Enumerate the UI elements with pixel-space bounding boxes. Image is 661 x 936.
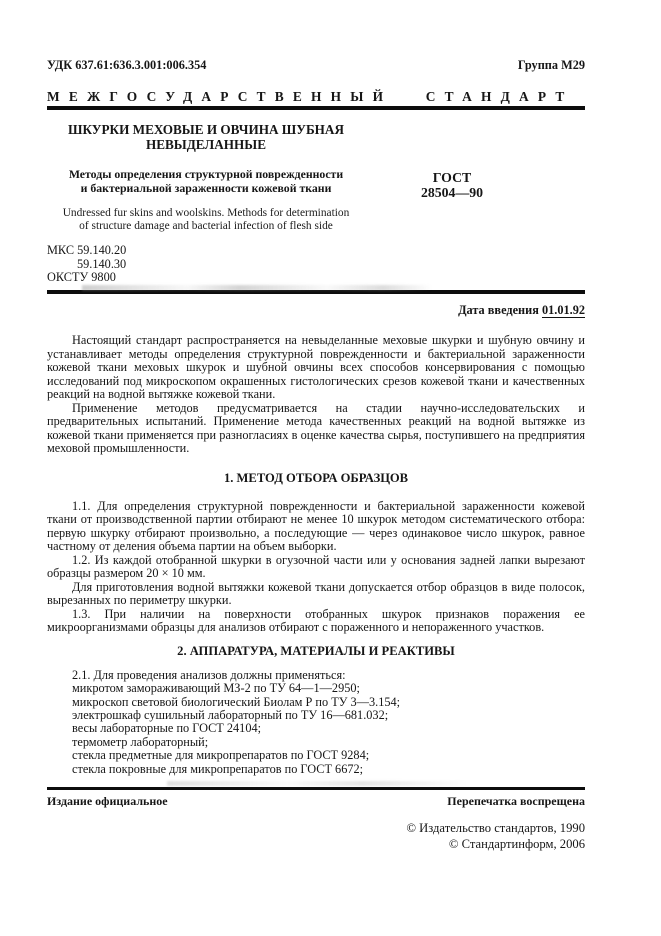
- footer-rule: [47, 787, 585, 790]
- mks-code-line2: 59.140.30: [77, 256, 127, 271]
- okstu-code: ОКСТУ 9800: [47, 270, 116, 284]
- document-title-en-line2: of structure damage and bacterial infection of flesh side: [79, 220, 333, 233]
- title-left-column: [47, 123, 365, 233]
- title-block: [47, 123, 585, 233]
- equipment-item: стекла предметные для микропрепаратов по ГОСТ 9284;: [72, 748, 370, 763]
- copyright-line: © Издательство стандартов, 1990: [406, 821, 585, 836]
- document-title-en: [47, 207, 365, 233]
- effective-date-label: Дата введения: [458, 303, 539, 318]
- document-title-line1: ШКУРКИ МЕХОВЫЕ И ОВЧИНА ШУБНАЯ: [68, 122, 344, 137]
- reprint-prohibited-label: Перепечатка воспрещена: [447, 794, 585, 809]
- equipment-item: электрошкаф сушильный лабораторный по ТУ 16—681.032;: [72, 708, 389, 723]
- header-rule: [47, 106, 585, 110]
- document-subtitle-line2: и бактериальной зараженности кожевой ткани: [80, 180, 332, 195]
- equipment-list: [47, 669, 585, 776]
- clause-1-3: 1.3. При наличии на поверхности отобранных шкурок признаков поражения ее микроорганизмами образцы для анализов отбирают с пораженного и непораженного участков.: [47, 606, 585, 635]
- standard-designation-prefix: ГОСТ: [432, 170, 472, 185]
- document-title-ru: [47, 123, 365, 152]
- mid-rule: [47, 290, 585, 294]
- intro-paragraph: Настоящий стандарт распространяется на невыделанные меховые шкурки и шубную овчину и устанавливает методы определения структурной поврежденности и бактериальной зараженности кожевой ткани меховых шкурок и шубной овчины всех способов консервирования с помощью исследований под микроскопом окрашенных гистологических срезов кожевой ткани и качественных реакций на водной вытяжке кожевой ткани.: [47, 333, 585, 402]
- equipment-item: стекла покровные для микропрепаратов по ГОСТ 6672;: [72, 761, 364, 776]
- standard-designation-number: 28504—90: [420, 185, 484, 200]
- standard-designation: [421, 170, 483, 233]
- document-subtitle-line1: Методы определения структурной поврежденности: [68, 167, 344, 181]
- footer-row: [47, 794, 585, 808]
- copyright-block: [47, 821, 585, 852]
- equipment-item: термометр лабораторный;: [72, 734, 209, 749]
- equipment-item: весы лабораторные по ГОСТ 24104;: [72, 721, 262, 736]
- document-title-line2: НЕВЫДЕЛАННЫЕ: [145, 136, 267, 152]
- intro-paragraph: Применение методов предусматривается на стадии научно-исследовательских и предварительных испытаний. Применение метода качественных реакций на водной вытяжке из кожевой ткани применяется при разногласиях в оценке качества сырья, поступившего на предприятия меховой промышленности.: [47, 400, 585, 456]
- clause-1-2: 1.2. Из каждой отобранной шкурки в огузочной части или у основания задней лапки вырезают образцы размером 20 × 10 мм.: [47, 552, 585, 581]
- section-2-heading: 2. АППАРАТУРА, МАТЕРИАЛЫ И РЕАКТИВЫ: [177, 643, 455, 658]
- effective-date-line: [47, 303, 585, 317]
- equipment-item: микроскоп световой биологический Биолам Р по ТУ 3—3.154;: [72, 694, 401, 709]
- clause-1-1: 1.1. Для определения структурной поврежденности и бактериальной зараженности кожевой ткани от производственной партии отбирают не менее 10 шкурок методом систематического отбора: первую шкурку отбирают произвольно, а последующие — через одинаковое число шкурок, равное частному от деления объема партии на объем выборки.: [47, 498, 585, 554]
- clause-2-1: 2.1. Для проведения анализов должны применяться:: [72, 667, 346, 682]
- udc-row: [47, 58, 585, 72]
- classification-codes: [47, 244, 585, 284]
- equipment-item: микротом замораживающий МЗ-2 по ТУ 64—1—2950;: [72, 681, 360, 696]
- document-title-en-line1: Undressed fur skins and woolskins. Methods for determination: [62, 207, 350, 219]
- udc-number: УДК 637.61:636.3.001:006.354: [47, 58, 207, 72]
- group-code: Группа М29: [517, 58, 585, 72]
- clause-1-2-continued: Для приготовления водной вытяжки кожевой ткани допускается отбор образцов в виде полосок, вырезанных по периметру шкурки.: [47, 579, 585, 608]
- document-subtitle: [47, 168, 365, 195]
- document-page: [47, 0, 585, 852]
- copyright-line: © Стандартинформ, 2006: [448, 836, 585, 851]
- title-right-column: [365, 123, 585, 233]
- official-edition-label: Издание официальное: [47, 794, 168, 809]
- effective-date-value: 01.01.92: [541, 303, 585, 318]
- mks-code-line1: МКС 59.140.20: [47, 243, 127, 258]
- standard-type-heading: МЕЖГОСУДАРСТВЕННЫЙ СТАНДАРТ: [47, 89, 574, 104]
- section-1-heading: 1. МЕТОД ОТБОРА ОБРАЗЦОВ: [223, 470, 409, 485]
